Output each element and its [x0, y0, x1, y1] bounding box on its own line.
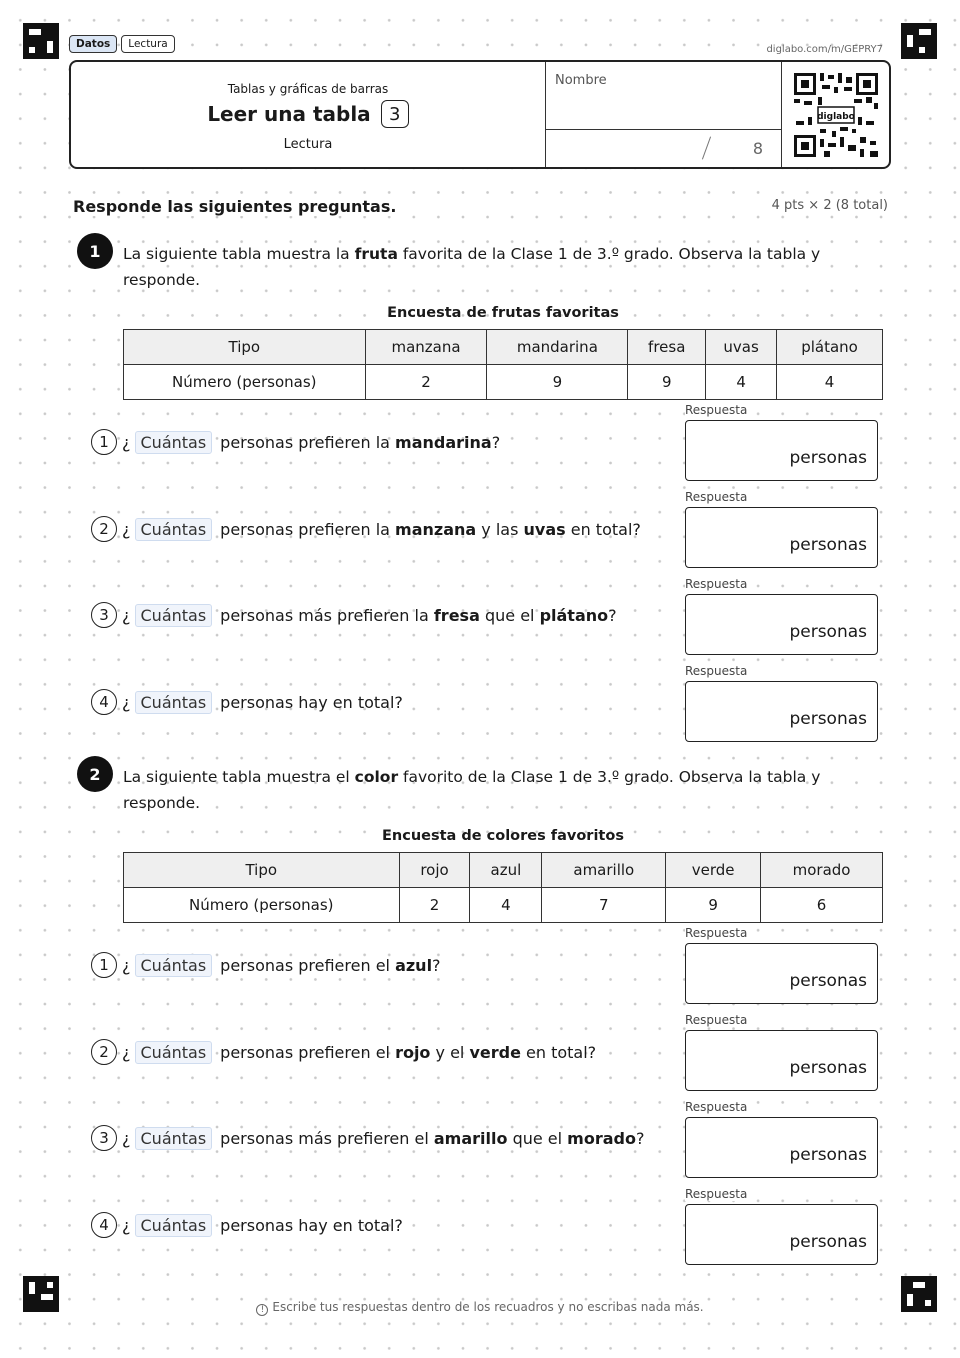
answer-box[interactable] [685, 681, 878, 742]
table-cell: 9 [666, 888, 761, 923]
answer-label: Respuesta [685, 664, 748, 678]
table-cell: amarillo [542, 853, 666, 888]
name-score-section [546, 62, 782, 167]
answer-box[interactable] [685, 507, 878, 568]
table-cell: 6 [761, 888, 883, 923]
table-cell: 7 [542, 888, 666, 923]
answer-unit: personas [789, 1145, 867, 1165]
answer-unit: personas [789, 971, 867, 991]
table-title: Encuesta de colores favoritos [382, 828, 624, 844]
highlight-word: Cuántas [135, 1041, 213, 1064]
problem-number-badge: 2 [77, 756, 113, 792]
table-header-row [124, 330, 883, 365]
table-value-row [124, 888, 883, 923]
question-mark: ¿ [122, 955, 131, 975]
question-number: 3 [91, 1125, 117, 1151]
tag-lectura[interactable]: Lectura [121, 35, 174, 53]
title-section [71, 62, 546, 167]
score-slash [702, 137, 711, 160]
question-text: personas hay en total? [220, 1215, 403, 1235]
highlight-word: Cuántas [135, 691, 213, 714]
tag-datos[interactable]: Datos [69, 35, 117, 53]
highlight-word: Cuántas [135, 604, 213, 627]
question-number: 2 [91, 1039, 117, 1065]
table-cell: manzana [365, 330, 487, 365]
table-cell: 4 [706, 365, 777, 400]
question-number: 1 [91, 952, 117, 978]
problem-prompt [123, 241, 823, 293]
table-cell: 4 [470, 888, 542, 923]
corner-marker-top-right [901, 23, 937, 59]
table-cell: 9 [628, 365, 706, 400]
question-number: 4 [91, 689, 117, 715]
question [91, 689, 403, 715]
data-table [123, 852, 883, 923]
worksheet-number: 3 [381, 100, 409, 128]
answer-unit: personas [789, 709, 867, 729]
question-mark: ¿ [122, 1042, 131, 1062]
tag-group [69, 35, 175, 53]
answer-unit: personas [789, 1058, 867, 1078]
highlight-word: Cuántas [135, 518, 213, 541]
qr-code-icon [794, 73, 878, 157]
question [91, 429, 500, 455]
question [91, 952, 441, 978]
answer-box[interactable] [685, 943, 878, 1004]
table-cell: 2 [365, 365, 487, 400]
prompt-text: La siguiente tabla muestra el [123, 768, 355, 786]
table-cell: 4 [777, 365, 883, 400]
question-text: personas prefieren la manzana y las uvas en total? [220, 519, 641, 539]
answer-unit: personas [789, 1232, 867, 1252]
answer-unit: personas [789, 535, 867, 555]
info-icon: ! [256, 1304, 268, 1316]
question-text: personas más prefieren la fresa que el plátano? [220, 605, 617, 625]
answer-box[interactable] [685, 1030, 878, 1091]
answer-label: Respuesta [685, 1013, 748, 1027]
answer-unit: personas [789, 448, 867, 468]
question-text: personas más prefieren el amarillo que el morado? [220, 1128, 645, 1148]
page-url: diglabo.com/m/GEPRY7 [766, 44, 883, 55]
data-table [123, 329, 883, 400]
highlight-word: Cuántas [135, 1214, 213, 1237]
table-cell: uvas [706, 330, 777, 365]
answer-box[interactable] [685, 594, 878, 655]
name-label: Nombre [555, 73, 607, 88]
question-text: personas prefieren la mandarina? [220, 432, 501, 452]
page-title: Leer una tabla [207, 102, 371, 126]
question-mark: ¿ [122, 432, 131, 452]
question-mark: ¿ [122, 605, 131, 625]
corner-marker-top-left [23, 23, 59, 59]
answer-label: Respuesta [685, 403, 748, 417]
answer-box[interactable] [685, 1204, 878, 1265]
question-mark: ¿ [122, 519, 131, 539]
table-cell: rojo [399, 853, 470, 888]
table-cell: 2 [399, 888, 470, 923]
unit-subtitle: Tablas y gráficas de barras [227, 82, 389, 96]
question [91, 516, 641, 542]
question-number: 3 [91, 602, 117, 628]
answer-box[interactable] [685, 1117, 878, 1178]
points-info: 4 pts × 2 (8 total) [771, 198, 888, 213]
table-cell: fresa [628, 330, 706, 365]
question-mark: ¿ [122, 692, 131, 712]
question-mark: ¿ [122, 1215, 131, 1235]
question [91, 1125, 644, 1151]
problem-number-badge: 1 [77, 233, 113, 269]
table-cell: Número (personas) [124, 365, 366, 400]
instructions: Responde las siguientes preguntas. [73, 197, 397, 216]
table-cell: Tipo [124, 853, 400, 888]
answer-label: Respuesta [685, 1100, 748, 1114]
table-header-row [124, 853, 883, 888]
category-label: Lectura [283, 137, 333, 152]
question [91, 1039, 596, 1065]
table-cell: 9 [487, 365, 628, 400]
question-number: 2 [91, 516, 117, 542]
prompt-keyword: color [354, 768, 399, 786]
answer-label: Respuesta [685, 577, 748, 591]
footer-text: Escribe tus respuestas dentro de los recuadros y no escribas nada más. [272, 1300, 704, 1314]
qr-text: diglabo [817, 112, 855, 122]
answer-label: Respuesta [685, 490, 748, 504]
table-title: Encuesta de frutas favoritas [387, 305, 619, 321]
question-mark: ¿ [122, 1128, 131, 1148]
question-text: personas prefieren el rojo y el verde en total? [220, 1042, 597, 1062]
question-text: personas prefieren el azul? [220, 955, 441, 975]
prompt-text: favorito de la Clase 1 de 3.º grado. Observa la tabla y responde. [123, 768, 821, 812]
title-row [71, 100, 545, 128]
answer-box[interactable] [685, 420, 878, 481]
footer-note [0, 1300, 960, 1316]
highlight-word: Cuántas [135, 954, 213, 977]
score-total: 8 [752, 139, 763, 158]
problem-prompt [123, 764, 823, 816]
question [91, 602, 617, 628]
prompt-text: La siguiente tabla muestra la [123, 245, 355, 263]
question-text: personas hay en total? [220, 692, 403, 712]
table-cell: morado [761, 853, 883, 888]
table-cell: Número (personas) [124, 888, 400, 923]
prompt-keyword: fruta [354, 245, 398, 263]
highlight-word: Cuántas [135, 431, 213, 454]
answer-unit: personas [789, 622, 867, 642]
table-cell: mandarina [487, 330, 628, 365]
answer-label: Respuesta [685, 926, 748, 940]
table-value-row [124, 365, 883, 400]
question-number: 4 [91, 1212, 117, 1238]
prompt-text: favorita de la Clase 1 de 3.º grado. Observa la tabla y responde. [123, 245, 821, 289]
answer-label: Respuesta [685, 1187, 748, 1201]
highlight-word: Cuántas [135, 1127, 213, 1150]
table-cell: azul [470, 853, 542, 888]
question [91, 1212, 403, 1238]
table-cell: verde [666, 853, 761, 888]
divider-line [546, 129, 781, 130]
worksheet-header [69, 60, 891, 169]
table-cell: plátano [777, 330, 883, 365]
table-cell: Tipo [124, 330, 366, 365]
question-number: 1 [91, 429, 117, 455]
